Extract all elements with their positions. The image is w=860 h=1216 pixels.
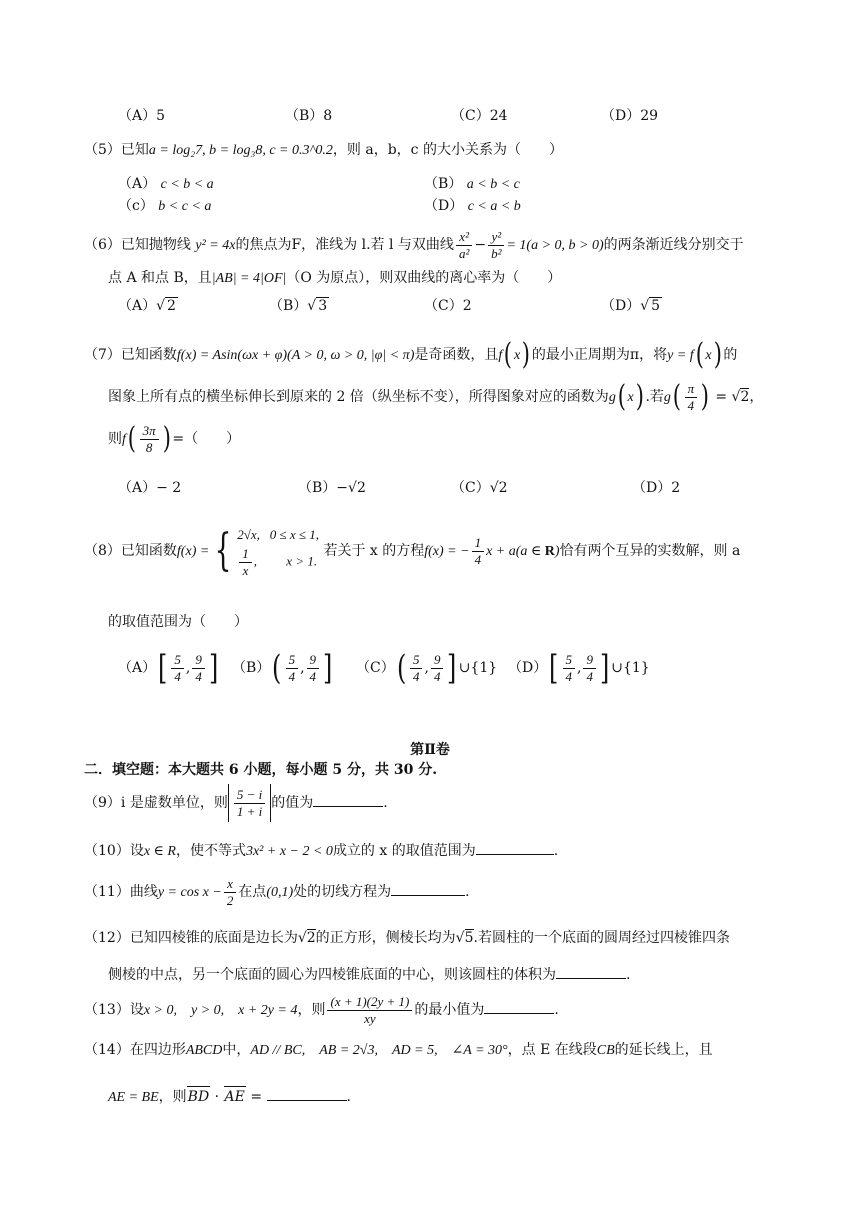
q6-text-c: 的两条渐近线分别交于 [603,237,744,253]
question-8-line-2: 的取值范围为（ ） [108,614,248,630]
q7-text-b: 是奇函数，且 [414,347,499,363]
q6-d-label: （D） [601,298,641,314]
q12-text-a: （12）已知四棱锥的底面是边长为 [84,930,298,946]
q12-end: . [626,967,631,983]
q4-option-c: （C）24 [451,108,508,124]
q5-option-b [424,174,520,195]
question-14-line-1 [84,1040,713,1061]
q8-d-label: （D） [508,660,548,676]
q7-b-val: −√2 [336,480,366,496]
q6-a-label: （A） [118,298,157,314]
q12-text-b: 的正方形，侧棱长均为 [315,930,456,946]
volume-title: 第Ⅱ卷 [410,742,450,758]
q8-text-c: 恰有两个互异的实数解，则 a [559,543,741,559]
q7-c-val: √2 [489,480,508,496]
q8-case2-cond: x > 1. [286,552,318,568]
q6-b-val: 3 [318,298,328,314]
q14-text-e: ，则 [158,1089,187,1105]
q5-c-label: （c） [118,198,154,214]
q7-text-e: 图象上所有点的横坐标伸长到原来的 2 倍（纵坐标不变），所得图象对应的函数为 [108,389,609,405]
q9-abs-expr [228,784,271,822]
q8-case1-cond: 0 ≤ x ≤ 1, [269,526,319,542]
q8-text-a: （8）已知函数 [84,543,177,559]
q9-den: 1 + i [236,803,263,819]
question-5-stem [84,140,563,161]
q5-option-a [118,174,214,195]
q6-b-label: （B） [269,298,308,314]
q6-c-label: （C） [424,298,463,314]
q7-formula: f(x) = Asin(ωx + φ)(A > 0, ω > 0, |φ| < π) [176,348,415,363]
q11-answer-blank[interactable] [391,881,465,896]
q5-a-label: （A） [118,176,157,192]
q12-answer-blank[interactable] [556,964,626,979]
question-7-line-3: 则f( $\frac{3\pi}{8}$ ) =（ ） [108,421,241,456]
q11-text-c: 处的切线方程为 [293,884,392,900]
q13-num: (x + 1)(2y + 1) [327,994,412,1011]
q6-text-b: 的焦点为F，准线为 l.若 l 与双曲线 [235,237,454,253]
q11-formula-2: (0,1) [266,885,294,900]
q4-option-a: （A）5 [118,108,166,124]
q11-text-b: 在点 [238,884,267,900]
q10-text-c: 成立的 x 的取值范围为 [332,843,476,859]
q4-option-d: （D）29 [601,108,659,124]
q8-a-label: （A） [118,660,157,676]
q12-text-d: 侧棱的中点，另一个底面的圆心为四棱锥底面的中心，则该圆柱的体积为 [108,967,556,983]
question-11: （11）曲线y = cos x − $\frac{x}{2}$ 在点(0,1)处的切线方程为 . [84,875,470,908]
q6-text-a: （6）已知抛物线 [84,237,191,253]
q7-a-val: − 2 [156,480,182,496]
q7-option-c [451,478,508,498]
q5-option-c [118,196,211,217]
q13-text-c: 的最小值为 [414,1002,485,1018]
q8-b-label: （B） [232,660,271,676]
q6-frac-y: $\frac{\text{y²}}{\text{b²}}$ [488,229,504,262]
q14-vector-ae: AE [224,1086,246,1107]
q14-conditions: AD // BC, AB = 2√3, AD = 5, ∠A = 30° [250,1043,508,1058]
q7-text-d: 的 [723,347,738,363]
q10-text-a: （10）设 [84,843,144,859]
q6-option-c [424,296,472,316]
q6-parabola: y² = 4x [195,238,236,253]
q14-segment: CB [596,1043,615,1058]
question-8-line-1: （8）已知函数f(x) = { 2√x, 0 ≤ x ≤ 1, $\frac{1}{x}$ , x > 1. 若关于 x 的方程f(x) = − $\frac{1}{4}$ x + a(a ∈ R)恰有两个互异的实数解，则 a [84,525,741,578]
q10-formula-1: x ∈ R [143,844,176,859]
q9-text-a: （9）i 是虚数单位，则 [84,795,228,811]
question-13 [84,990,559,1031]
q14-vector-bd: BD [187,1086,211,1107]
q7-text-h: =（ ） [172,431,241,447]
q14-text-d: 的延长线上，且 [614,1042,713,1058]
q9-end: . [383,795,388,811]
q6-hyper-cond: = 1(a > 0, b > 0) [506,238,604,253]
q12-text-c: .若圆柱的一个底面的圆周经过四棱锥四条 [473,930,730,946]
q7-a-label: （A） [118,480,157,496]
q11-text-a: （11）曲线 [84,884,158,900]
q6-c-val: 2 [462,298,472,314]
q10-end: . [553,843,559,859]
q7-option-b [298,478,366,498]
question-7-line-2: 图象上所有点的横坐标伸长到原来的 2 倍（纵坐标不变），所得图象对应的函数为g( x) .若g( $\frac{\pi}{4}$ ) = √2， [108,379,764,414]
q8-d-suffix: ∪{1} [611,660,650,676]
question-14-line-2: AE = BE，则BD · AE = . [108,1086,351,1108]
q8-option-d: （D）[ $\frac{5}{4}$ , $\frac{9}{4}$ ] ∪{1} [508,648,650,688]
question-12-line-1: （12）已知四棱锥的底面是边长为√2的正方形，侧棱长均为√5.若圆柱的一个底面的圆周经过四棱锥四条 [84,930,730,946]
q6-text-d: 点 A 和点 B，且 [108,270,212,286]
section-heading: 二．填空题：本大题共 6 小题，每小题 5 分，共 30 分. [84,762,438,778]
q9-text-b: 的值为 [271,795,314,811]
q8-option-b: （B）( $\frac{5}{4}$ , $\frac{9}{4}$ ] [232,648,333,688]
q7-text-g: 则 [108,431,122,447]
q5-b-label: （B） [424,176,463,192]
q10-text-b: ，使不等式 [175,843,246,859]
q6-a-val: 2 [167,298,176,314]
q7-d-val: 2 [671,480,681,496]
q8-option-a: （A）[ $\frac{5}{4}$ , $\frac{9}{4}$ ] [118,648,219,688]
q14-text-a: （14）在四边形 [84,1042,186,1058]
q14-end: . [346,1089,351,1105]
q7-text-a: （7）已知函数 [84,347,177,363]
q13-conditions: x > 0, y > 0, x + 2y = 4 [143,1003,298,1018]
question-6-line-1: （6）已知抛物线 y² = 4x的焦点为F，准线为 l.若 l 与双曲线 $\frac{\text{x²}}{\text{a²}}$ − $\frac{\text{y²}}{\text{b²}}$ = 1(a > 0, b > 0)的两条渐近线分别交于 [84,228,744,261]
q8-text-b: 若关于 x 的方程 [323,543,425,559]
q7-option-a [118,478,181,498]
q6-option-a: （A）√ 2 [118,298,176,314]
q13-end: . [554,1002,559,1018]
q14-condition-ae: AE = BE [108,1090,159,1105]
question-7-line-1: （7）已知函数f(x) = Asin(ωx + φ)(A > 0, ω > 0, |φ| < π)是奇函数，且f( x) 的最小正周期为π，将y = f( x) 的 [84,337,738,372]
question-9 [84,784,388,822]
q6-option-d: （D）√ 5 [601,298,661,314]
q5-prefix: （5）已知 [84,142,149,158]
q5-formula: a = log₂7, b = log₃8, c = 0.3^0.2 [148,143,333,158]
q6-d-val: 5 [651,298,661,314]
q7-d-label: （D） [632,480,672,496]
q7-text-f: .若 [645,389,664,405]
q5-b-expr: a < b < c [466,177,520,192]
q8-piecewise: 2√x, 0 ≤ x ≤ 1, $\frac{1}{x}$ , x > 1. [237,526,319,578]
q13-answer-blank[interactable] [484,999,554,1014]
q6-ab-formula: |AB| = 4|OF| [211,271,287,286]
q5-a-expr: c < b < a [160,177,214,192]
question-10 [84,840,558,862]
q14-quad: ABCD [185,1043,223,1058]
q14-text-b: 中， [222,1042,251,1058]
q7-b-label: （B） [298,480,337,496]
q13-text-b: ，则 [297,1002,326,1018]
q4-option-b: （B）8 [285,108,333,124]
q6-text-e: （O 为原点），则双曲线的离心率为（ ） [286,270,562,286]
q6-frac-x: $\frac{\text{x²}}{\text{a²}}$ [456,229,472,262]
q8-c-suffix: ∪{1} [458,660,498,676]
q5-suffix: ，则 a，b，c 的大小关系为（ ） [332,142,563,158]
q6-option-b: （B）√ 3 [269,298,328,314]
question-12-line-2 [108,964,630,985]
q7-text-c: 的最小正周期为π，将 [531,347,668,363]
q8-option-c: （C）( $\frac{5}{4}$ , $\frac{9}{4}$ ] ∪{1} [356,648,498,688]
question-6-line-2 [108,268,561,289]
q14-text-c: ，点 E 在线段 [507,1042,597,1058]
q7-option-d [632,478,680,498]
q8-c-label: （C） [356,660,395,676]
q5-option-d [424,196,521,217]
q8-case1-expr: 2√x, [237,526,260,542]
q5-c-expr: b < c < a [158,199,212,214]
q11-formula-1: y = cos x − [157,885,222,900]
q9-answer-blank[interactable] [313,792,383,807]
q10-answer-blank[interactable] [476,840,554,855]
q5-d-expr: c < a < b [467,199,521,214]
q13-den: xy [364,1010,376,1026]
q7-c-label: （C） [451,480,490,496]
q9-num: 5 − i [234,787,265,804]
q13-text-a: （13）设 [84,1002,144,1018]
q5-d-label: （D） [424,198,464,214]
q14-answer-blank[interactable] [267,1086,347,1101]
q10-formula-2: 3x² + x − 2 < 0 [245,844,333,859]
q11-end: . [465,884,470,900]
